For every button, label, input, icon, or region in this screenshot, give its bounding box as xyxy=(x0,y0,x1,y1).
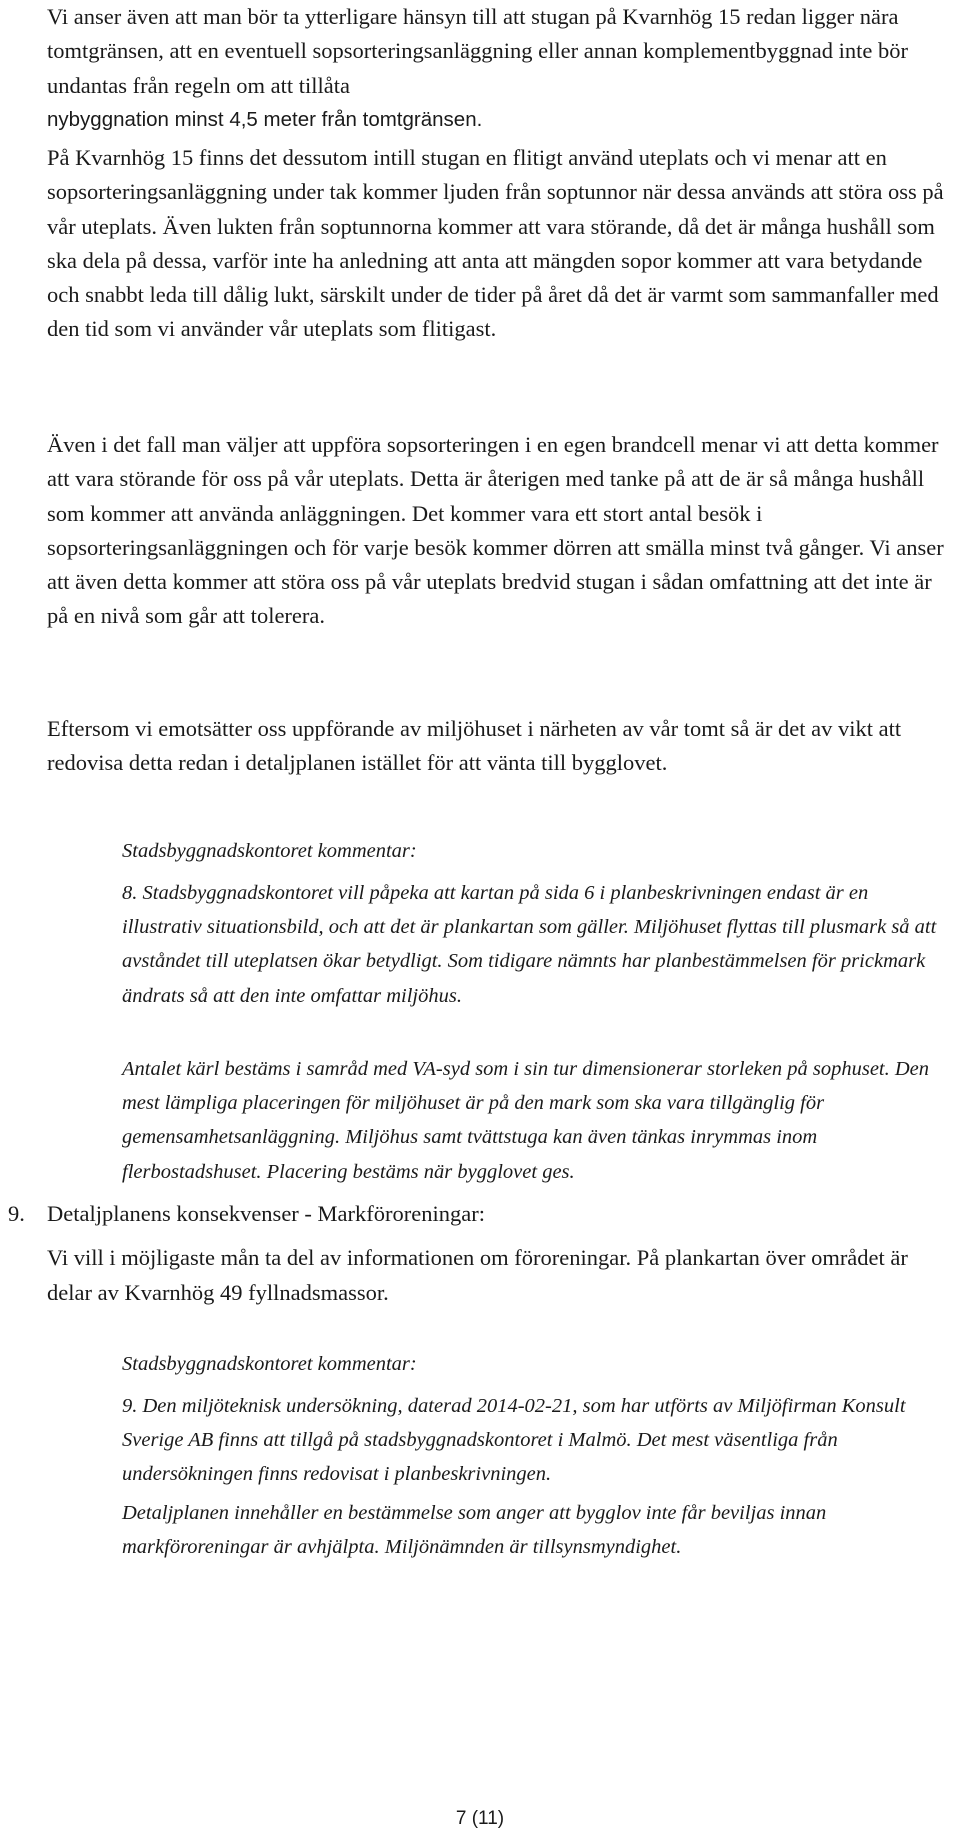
paragraph-1-end: nybyggnation minst 4,5 meter från tomtgränsen. xyxy=(47,107,483,131)
comment-9-heading: Stadsbyggnadskontoret kommentar: xyxy=(122,1353,417,1375)
comment-9-text-2: Detaljplanen innehåller en bestämmelse som anger att bygglov inte får beviljas innan markföroreningar är avhjälpta. Miljönämnden är tillsynsmyndighet. xyxy=(122,1502,827,1559)
item-9 xyxy=(47,1197,947,1310)
item-9-text: Vi vill i möjligaste mån ta del av informationen om föroreningar. På plankartan över området är delar av Kvarnhög 49 fyllnadsmassor. xyxy=(47,1245,908,1305)
paragraph-2-text: På Kvarnhög 15 finns det dessutom intill stugan en flitigt använd uteplats och vi menar att en sopsorteringsanläggning under tak kommer ljuden från soptunnor när dessa används att störa oss på vår uteplats. Även lukten från soptunnorna kommer att vara störande, då det är många hushåll som ska dela på dessa, varför inte ha anledning att anta att mängden sopor kommer att vara betydande och snabbt leda till dålig lukt, särskilt under de tider på året då det är varmt som sammanfaller med den tid som vi använder vår uteplats som flitigast. xyxy=(47,145,944,342)
page-number: 7 (11) xyxy=(455,1808,505,1829)
paragraph-3-text: Även i det fall man väljer att uppföra sopsorteringen i en egen brandcell menar vi att detta kommer att vara störande för oss på vår uteplats. Detta är återigen med tanke på att de är så många hushåll som kommer att använda anläggningen. Det kommer vara ett stort antal besök i sopsorteringsanläggningen och för varje besök kommer dörren att smälla minst två gånger. Vi anser att även detta kommer att störa oss på vår uteplats bredvid stugan i sådan omfattning att det inte är på en nivå som går att tolerera. xyxy=(47,432,944,629)
comment-8-heading: Stadsbyggnadskontoret kommentar: xyxy=(122,840,417,862)
paragraph-1 xyxy=(47,0,947,137)
paragraph-2 xyxy=(47,141,947,347)
item-9-number: 9. xyxy=(8,1201,25,1226)
paragraph-3 xyxy=(47,428,947,634)
paragraph-1-text: Vi anser även att man bör ta ytterligare hänsyn till att stugan på Kvarnhög 15 redan ligger nära tomtgränsen, att en eventuell sopsorteringsanläggning eller annan komplementbyggnad inte bör undantas från regeln om att tillåta xyxy=(47,4,909,98)
comment-8-text-1: 8. Stadsbyggnadskontoret vill påpeka att kartan på sida 6 i planbeskrivningen endast är en illustrativ situationsbild, och att det är plankartan som gäller. Miljöhuset flyttas till plusmark så att avståndet till uteplatsen ökar betydligt. Som tidigare nämnts har planbestämmelsen för prickmark ändrats så att den inte omfattar miljöhus. xyxy=(122,882,937,1007)
item-9-heading: Detaljplanens konsekvenser - Markföroreningar: xyxy=(47,1201,485,1226)
comment-8-text-2: Antalet kärl bestäms i samråd med VA-syd som i sin tur dimensionerar storleken på sophuset. Den mest lämpliga placeringen för miljöhuset är på den mark som ska vara tillgänglig för gemensamhetsanläggning. Miljöhus samt tvättstuga kan även tänkas inrymmas inom flerbostadshuset. Placering bestäms när bygglovet ges. xyxy=(122,1058,930,1183)
paragraph-4 xyxy=(47,712,947,781)
paragraph-4-text: Eftersom vi emotsätter oss uppförande av miljöhuset i närheten av vår tomt så är det av vikt att redovisa detta redan i detaljplanen istället för att vänta till bygglovet. xyxy=(47,716,902,776)
comment-9-text-1: 9. Den miljöteknisk undersökning, daterad 2014-02-21, som har utförts av Miljöfirman Konsult Sverige AB finns att tillgå på stadsbyggnadskontoret i Malmö. Det mest väsentliga från undersökningen finns redovisat i planbeskrivningen. xyxy=(122,1395,906,1486)
